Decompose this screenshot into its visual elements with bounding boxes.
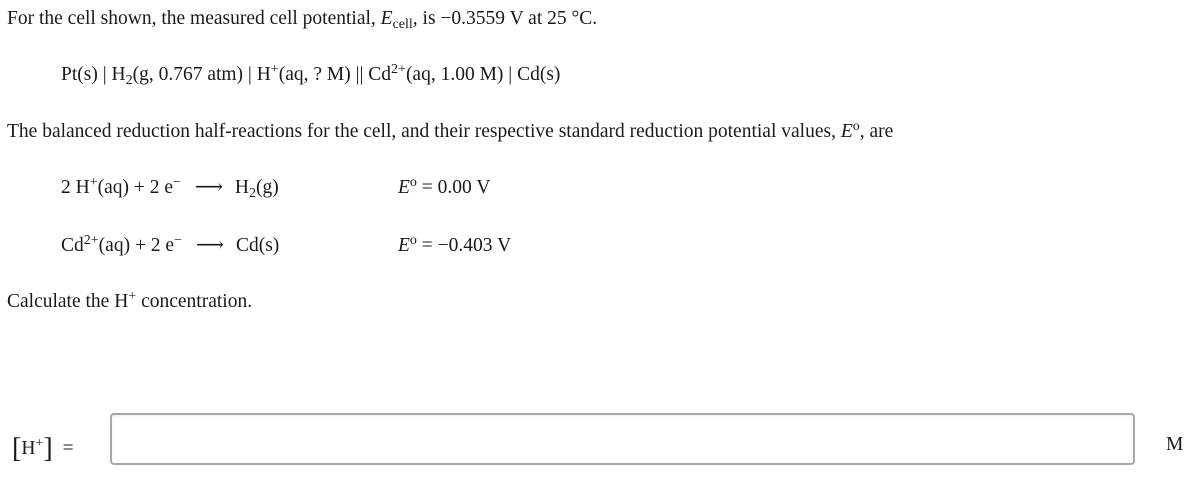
reaction-1-equation: 2 H+(aq) + 2 e− ⟶ $H_2(g)$	[61, 175, 279, 201]
reaction-2-potential: $E^o = -0.403$ V	[398, 233, 512, 256]
reaction-arrow-icon: ⟶	[196, 235, 224, 256]
reaction-1-potential: $E^o = 0.00$ V	[398, 175, 491, 198]
intro-text: For the cell shown, the measured cell potential, $E_{cell}$, is −0.3559 V at 25 °C.	[7, 8, 598, 32]
answer-label: [H+] =	[12, 433, 74, 464]
e-cell-symbol: E	[380, 8, 393, 29]
reaction-arrow-icon: ⟶	[194, 177, 223, 198]
cell-notation: Pt(s) | $H_2(g$, 0.767 atm) | H+(aq, ? M) || $Cd^{2+}(aq$, 1.00 M) | Cd(s)	[61, 62, 561, 88]
unit-label: M	[1166, 434, 1184, 455]
reaction-2-equation: $Cd^{2+}(aq) + 2$ e− ⟶ Cd(s)	[61, 233, 280, 256]
question-text: Calculate the H+ concentration.	[7, 289, 253, 312]
concentration-answer-input[interactable]	[110, 413, 1135, 465]
half-reactions-intro: The balanced reduction half-reactions for the cell, and their respective standard reduction potential values, $E^o$, are	[7, 119, 894, 142]
